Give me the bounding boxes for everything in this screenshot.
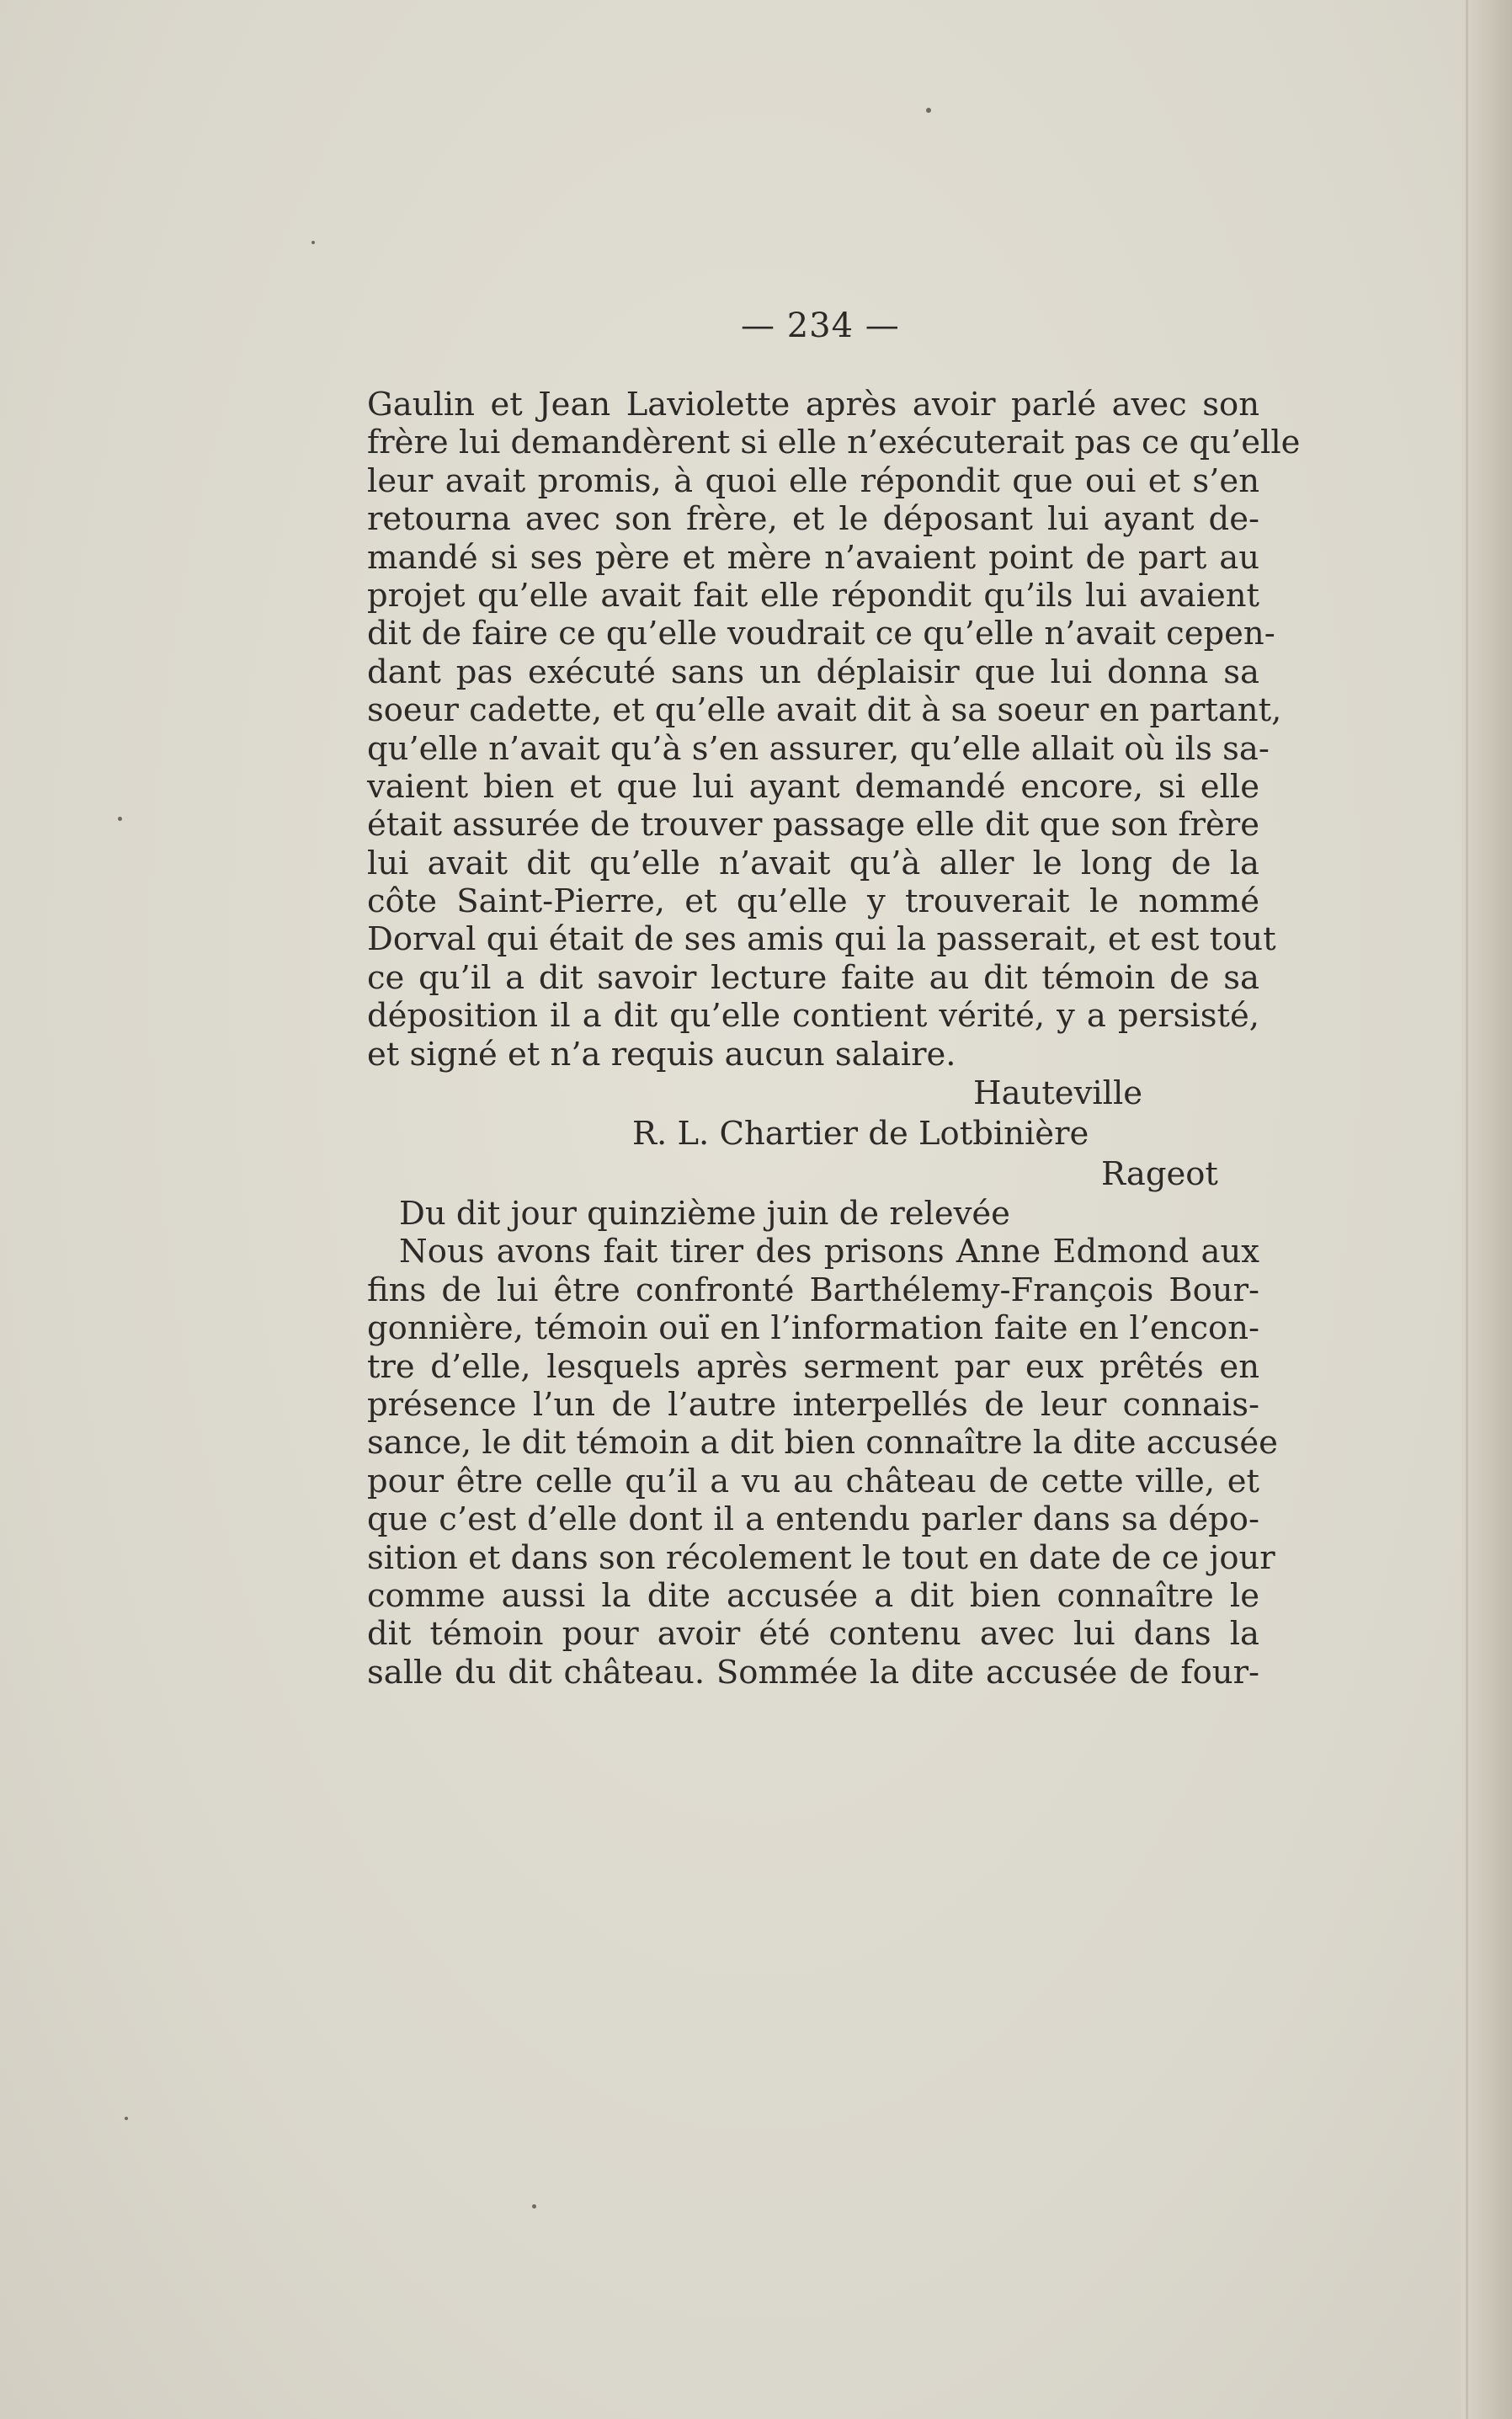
text-line: sance, le dit témoin a dit bien connaître la dite accusée [367,1424,1278,1463]
text-line: lui avait dit qu’elle n’avait qu’à aller le long de la [367,844,1259,882]
text-line: fins de lui être confronté Barthélemy-François Bour- [367,1271,1259,1309]
paragraph-2 [367,1233,1278,1692]
page-edge-shadow [1461,0,1512,2419]
text-line: présence l’un de l’autre interpellés de leur connais- [367,1385,1259,1424]
page-fold-line [1466,0,1468,2419]
text-line: côte Saint-Pierre, et qu’elle y trouverait le nommé [367,882,1259,921]
text-line: sition et dans son récolement le tout en date de ce jour [367,1538,1275,1577]
page-number: — 234 — [741,306,900,345]
text-line: ce qu’il a dit savoir lecture faite au dit témoin de sa [367,958,1259,997]
paper-speck [118,817,122,821]
text-line: mandé si ses père et mère n’avaient point de part au [367,538,1259,577]
paper-speck [125,2117,128,2120]
paper-speck [926,108,931,113]
text-line: salle du dit château. Sommée la dite accusée de four- [367,1653,1259,1692]
text-line: projet qu’elle avait fait elle répondit qu’ils lui avaient [367,576,1259,615]
paper-speck [311,241,315,244]
signature-block [367,1074,1259,1195]
text-line: frère lui demandèrent si elle n’exécuterait pas ce qu’elle [367,424,1301,462]
text-line: vaient bien et que lui ayant demandé encore, si elle [367,767,1259,806]
text-line: comme aussi la dite accusée a dit bien connaître le [367,1576,1259,1615]
text-line: dit de faire ce qu’elle voudrait ce qu’elle n’avait cepen- [367,615,1275,653]
text-line: Nous avons fait tirer des prisons Anne Edmond aux [399,1233,1259,1271]
signature-rageot: Rageot [1101,1155,1218,1194]
text-line: déposition il a dit qu’elle contient vérité, y a persisté, [367,997,1259,1036]
text-line: tre d’elle, lesquels après serment par eux prêtés en [367,1347,1259,1386]
text-line: qu’elle n’avait qu’à s’en assurer, qu’elle allait où ils sa- [367,729,1270,768]
text-line: Gaulin et Jean Laviolette après avoir parlé avec son [367,386,1259,424]
text-line: était assurée de trouver passage elle dit que son frère [367,806,1259,845]
text-line: gonnière, témoin ouï en l’information faite en l’encon- [367,1309,1259,1348]
date-heading: Du dit jour quinzième juin de relevée [399,1195,1010,1233]
text-line: dant pas exécuté sans un déplaisir que lui donna sa [367,653,1259,691]
paragraph-1 [367,386,1301,1074]
paper-speck [532,2204,536,2209]
text-line: et signé et n’a requis aucun salaire. [367,1035,956,1074]
text-line: que c’est d’elle dont il a entendu parler dans sa dépo- [367,1500,1259,1539]
document-body [367,386,1301,1692]
text-line: retourna avec son frère, et le déposant lui ayant de- [367,500,1259,539]
text-line: dit témoin pour avoir été contenu avec lui dans la [367,1615,1259,1654]
text-line: soeur cadette, et qu’elle avait dit à sa soeur en partant, [367,691,1282,730]
signature-lotbiniere: R. L. Chartier de Lotbinière [632,1115,1089,1154]
text-line: leur avait promis, à quoi elle répondit que oui et s’en [367,461,1259,500]
text-line: Dorval qui était de ses amis qui la passerait, et est tout [367,920,1276,959]
text-line: pour être celle qu’il a vu au château de cette ville, et [367,1462,1259,1500]
signature-hauteville: Hauteville [973,1074,1143,1113]
